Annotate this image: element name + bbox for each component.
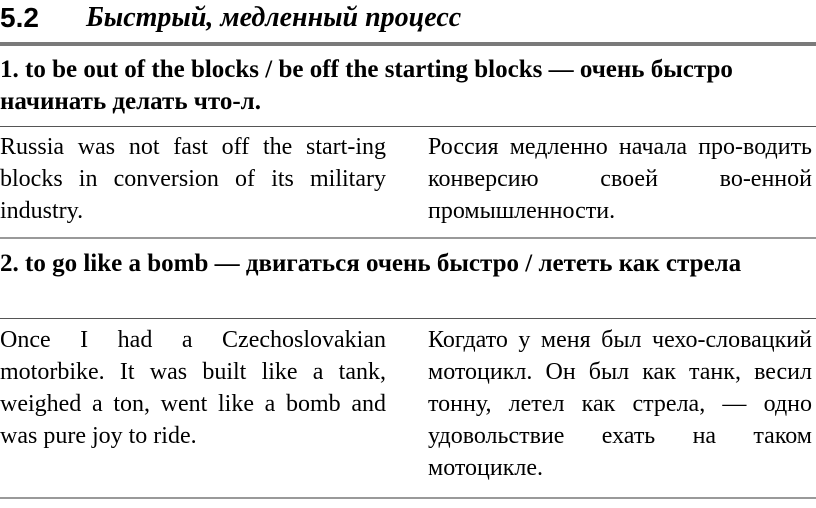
entry-2-divider [0,318,816,319]
entry-1-divider [0,126,816,127]
section-number: 5.2 [0,2,39,33]
entry-2-heading: 2. to go like a bomb — двигаться очень быстро / лететь как стрела [0,250,742,277]
section-header [0,0,816,42]
entry-2-example-en: Once I had a Czechoslovakian motorbike. It was built like a tank, weighed a ton, went like a bomb and was pure joy to ride. [0,327,386,449]
entry-1-example-en: Russia was not fast off the start-ing blocks in conversion of its military industry. [0,134,386,224]
entry-1-heading: 1. to be out of the blocks / be off the starting blocks — очень быстро начинать делать что-л. [0,56,733,115]
section-title: Быстрый, медленный процесс [86,2,462,33]
section-divider [0,42,816,46]
entry-separator [0,237,816,239]
entry-1-example-ru: Россия медленно начала про-водить конверсию своей во-енной промышленности. [428,134,812,224]
entry-2-example-ru: Когдато у меня был чехо-словацкий мотоцикл. Он был как танк, весил тонну, летел как стрела, — одно удовольствие ехать на таком мотоцикле. [428,327,812,481]
bottom-rule [0,497,816,499]
